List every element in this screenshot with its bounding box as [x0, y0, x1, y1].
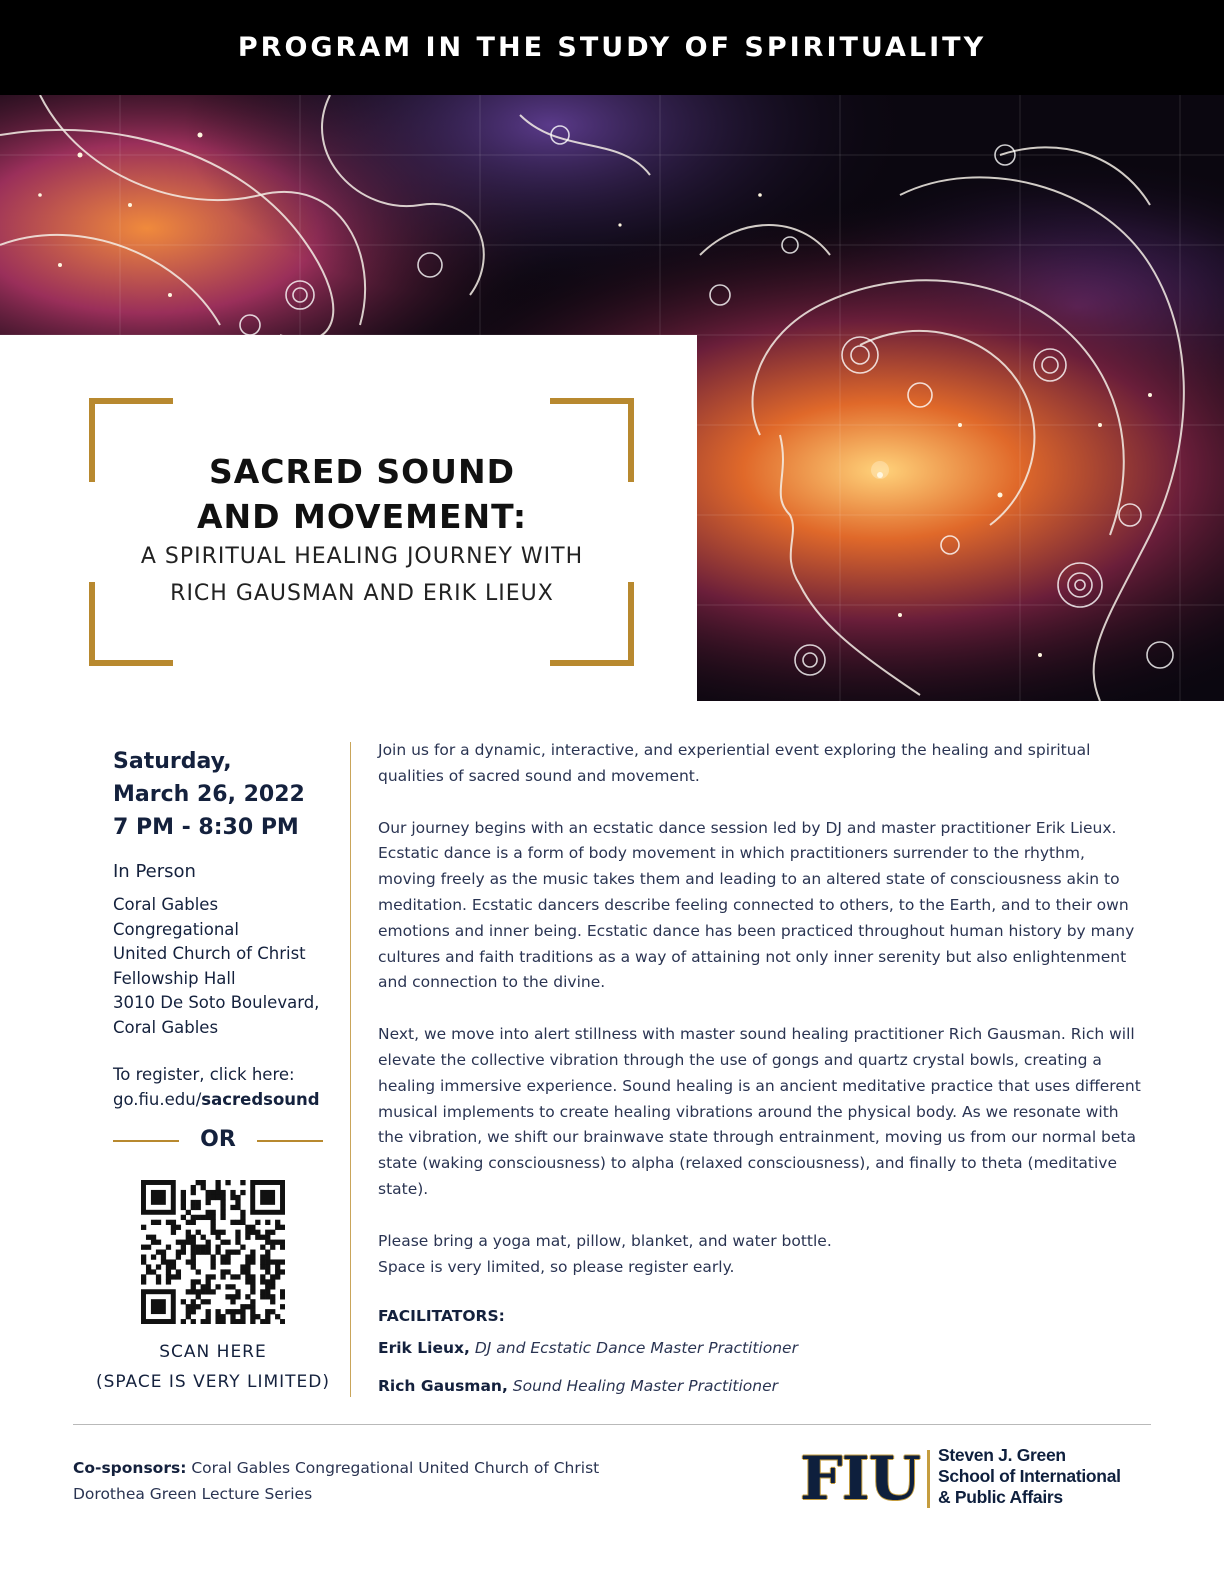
facilitators-heading: FACILITATORS:: [378, 1307, 505, 1326]
event-mode: In Person: [113, 861, 196, 882]
description-sound-healing: Next, we move into alert stillness with master sound healing practitioner Rich Gausman. Rich will elevate the collective vibration through the use of gongs and quartz crystal bowls, creating a healing immersive experience. Sound healing is an ancient meditative practice that uses different musical implements to create healing vibrations around the physical body. As we resonate with the vibration, we shift our brainwave state through entrainment, moving us from our normal beta state (waking consciousness) to alpha (relaxed consciousness), and finally to theta (meditative state).: [378, 1025, 1141, 1198]
event-time: 7 PM - 8:30 PM: [113, 815, 299, 840]
venue-address: Coral Gables Congregational United Church of Christ Fellowship Hall 3010 De Soto Boulevard, Coral Gables: [113, 895, 320, 1037]
event-title-line2: AND MOVEMENT:: [196, 497, 528, 536]
registration-qr-code[interactable]: [141, 1180, 285, 1324]
facilitator-item: Erik Lieux, DJ and Ecstatic Dance Master Practitioner: [378, 1339, 798, 1358]
event-date: Saturday, March 26, 2022 7 PM - 8:30 PM: [113, 745, 335, 844]
description-ecstatic-dance: Our journey begins with an ecstatic dance session led by DJ and master practitioner Erik Lieux. Ecstatic dance is a form of body movement in which practitioners surrender to the rhythm, moving freely as the music takes them and leading to an altered state of consciousness akin to meditation. Ecstatic dancers describe feeling connected to others, to the Earth, and to their own emotions and inner being. Ecstatic dance has been practiced throughout human history by many cultures and faith traditions as a way of attaining not only inner serenity but also enlightenment and connection to the divine.: [378, 818, 1135, 992]
event-description: [378, 738, 1143, 1400]
event-title-line1: SACRED SOUND: [209, 452, 515, 491]
event-details: [113, 745, 335, 1112]
register-label: To register, click here:: [113, 1065, 295, 1084]
description-intro: Join us for a dynamic, interactive, and experiential event exploring the healing and spiritual qualities of sacred sound and movement.: [378, 741, 1091, 785]
program-title: PROGRAM IN THE STUDY OF SPIRITUALITY: [237, 32, 987, 63]
or-label: OR: [200, 1127, 236, 1152]
header-bar: [0, 0, 1224, 95]
register-block: [113, 1063, 335, 1112]
logo-divider: [927, 1450, 930, 1508]
event-subtitle-line2: RICH GAUSMAN AND ERIK LIEUX: [170, 581, 554, 606]
facilitator-item: Rich Gausman, Sound Healing Master Practitioner: [378, 1376, 778, 1395]
or-divider: [113, 1127, 323, 1155]
event-subtitle-line1: A SPIRITUAL HEALING JOURNEY WITH: [140, 544, 584, 569]
fiu-green-school-logo: [800, 1444, 1150, 1514]
cosponsors: Co-sponsors: Coral Gables Congregational United Church of Christ Dorothea Green Lecture Series: [73, 1459, 600, 1503]
column-divider: [350, 742, 351, 1397]
footer-rule: [73, 1424, 1151, 1425]
school-name: Steven J. Green School of International & Public Affairs: [938, 1445, 1121, 1507]
scan-instructions: SCAN HERE (SPACE IS VERY LIMITED): [95, 1342, 331, 1392]
fiu-logo-text: FIU: [800, 1444, 920, 1514]
register-link[interactable]: go.fiu.edu/sacredsound: [113, 1089, 320, 1109]
description-what-to-bring: Please bring a yoga mat, pillow, blanket, and water bottle. Space is very limited, so please register early.: [378, 1231, 832, 1276]
